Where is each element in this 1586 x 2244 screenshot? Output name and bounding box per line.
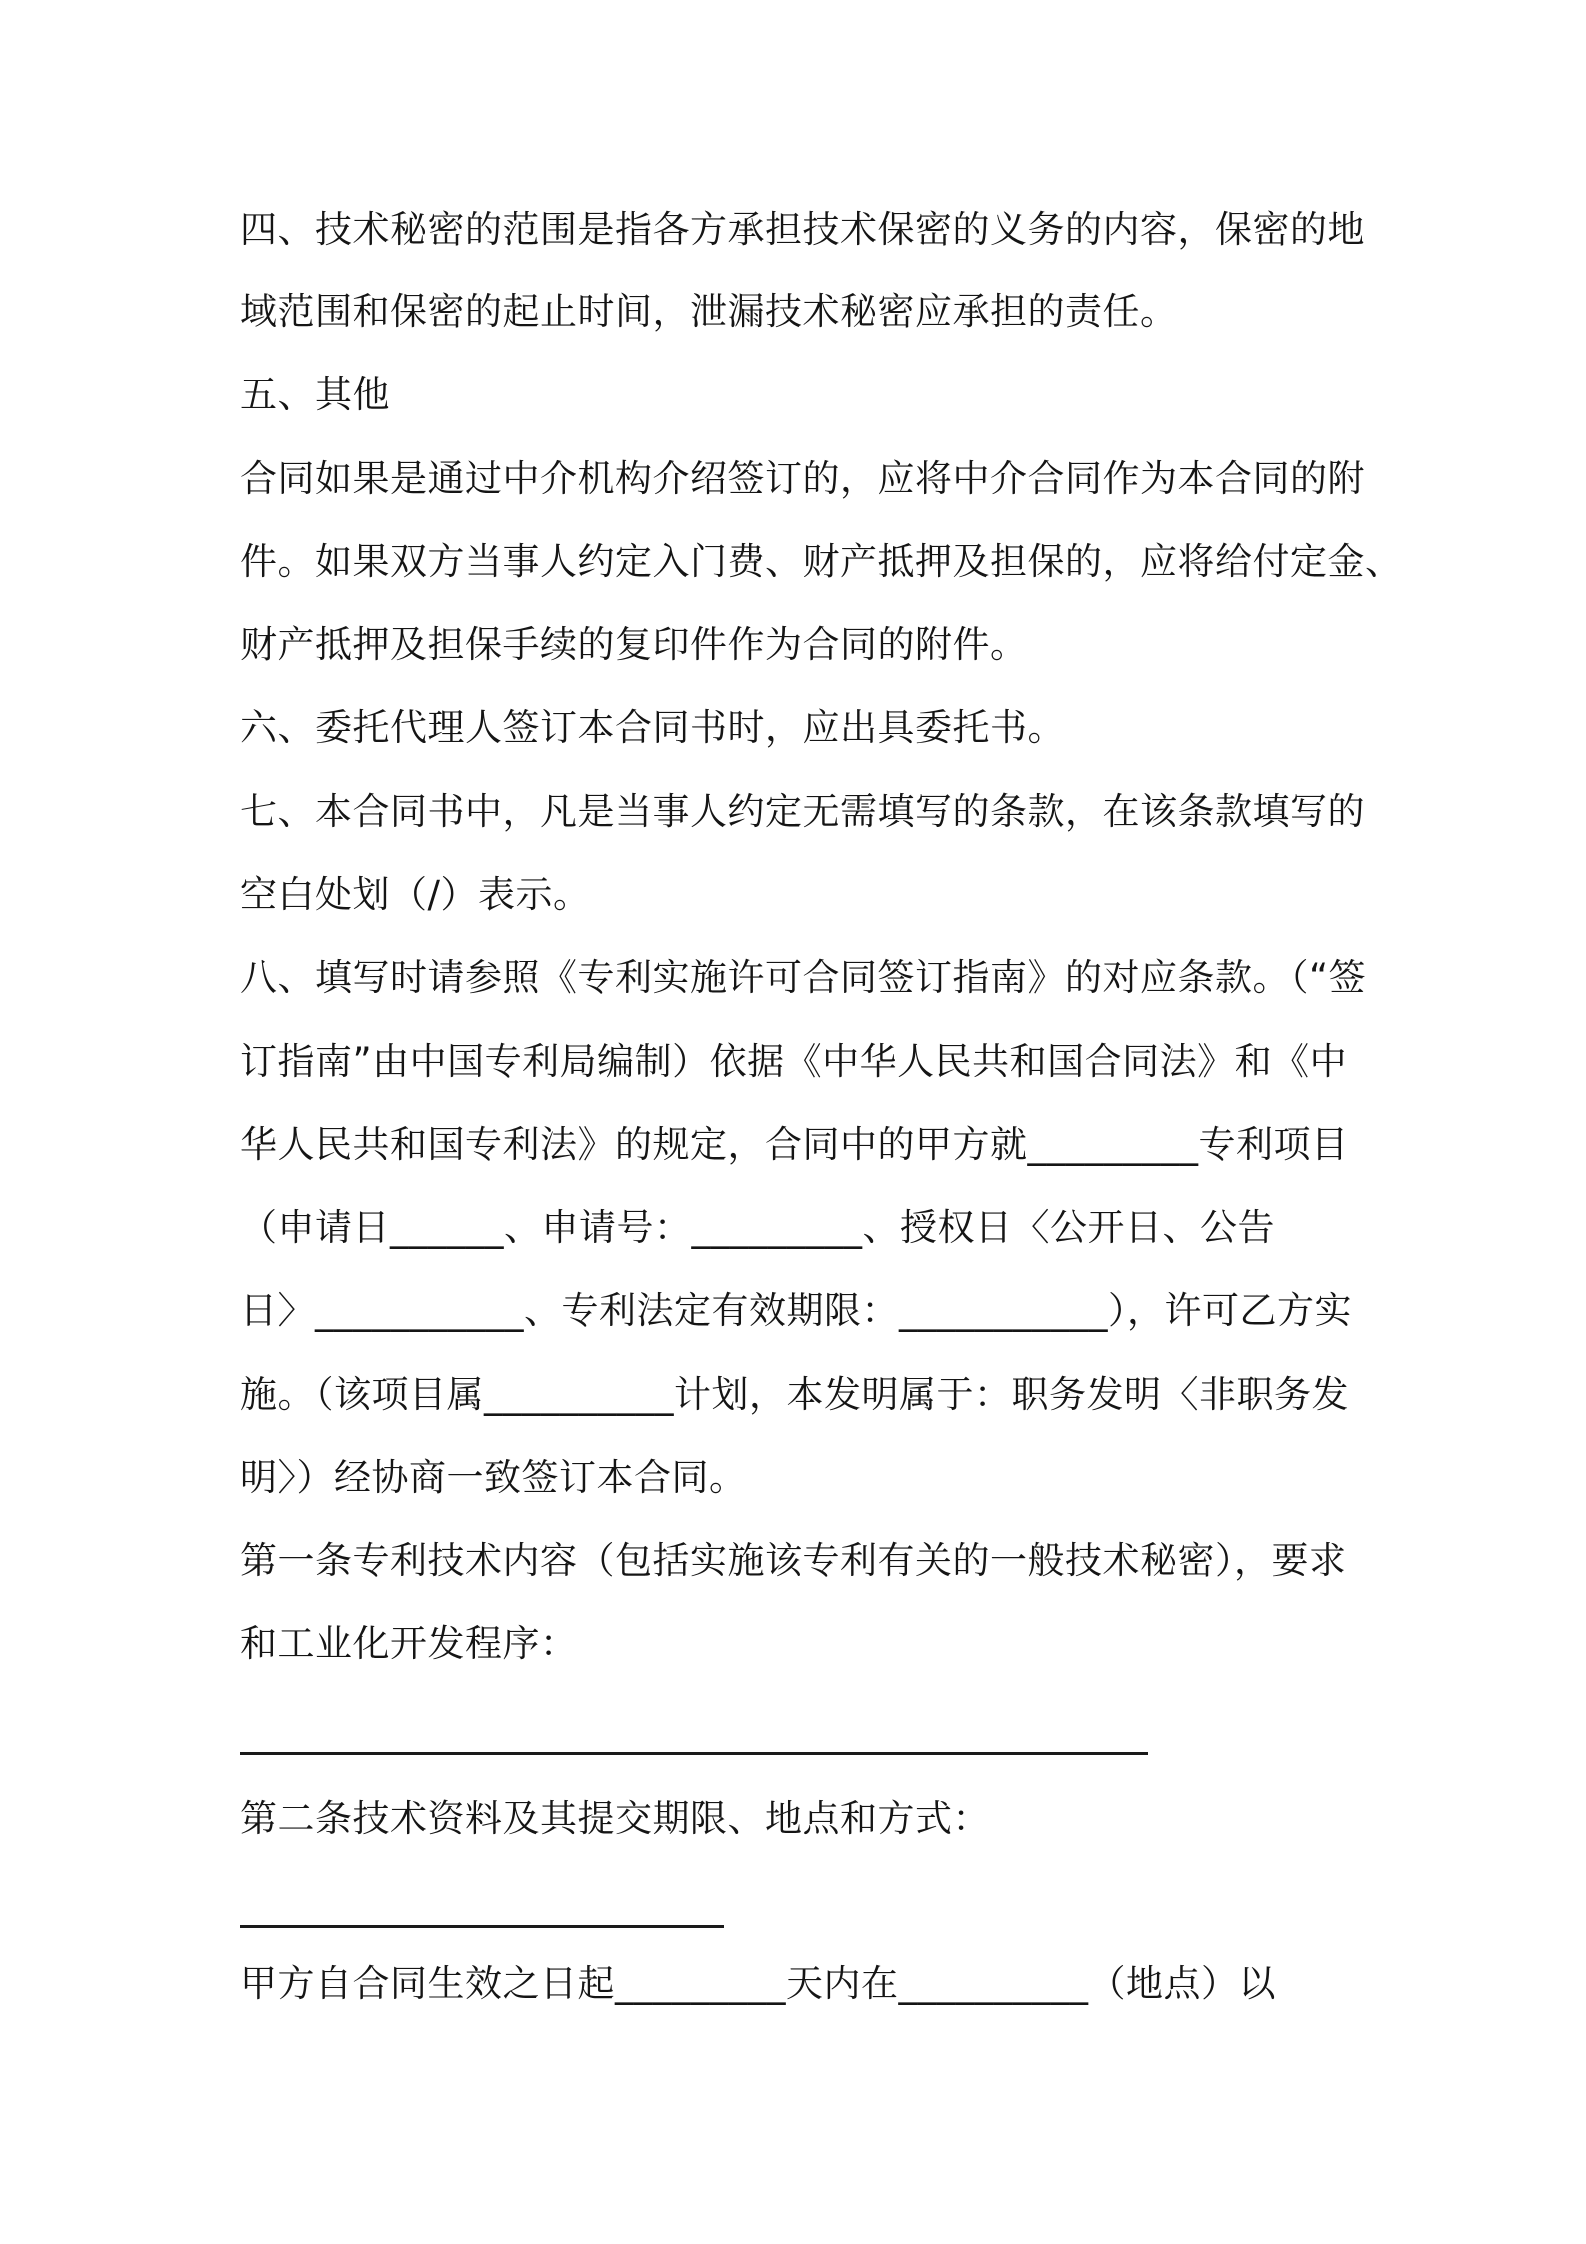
text-line: 和工业化开发程序： <box>240 1622 578 1665</box>
blank-fill-line <box>240 1925 724 1928</box>
text-line: （申请日______、申请号：_________、授权日〈公开日、公告 <box>240 1206 1275 1249</box>
text-line: 第二条技术资料及其提交期限、地点和方式： <box>240 1797 990 1840</box>
text-line: 施。（该项目属__________计划，本发明属于：职务发明〈非职务发 <box>240 1373 1349 1416</box>
text-line: 第一条专利技术内容（包括实施该专利有关的一般技术秘密），要求 <box>240 1539 1347 1582</box>
text-line: 六、委托代理人签订本合同书时，应出具委托书。 <box>240 706 1065 749</box>
text-line: 五、其他 <box>240 373 390 416</box>
text-line: 明〉）经协商一致签订本合同。 <box>240 1456 747 1499</box>
text-line: 财产抵押及担保手续的复印件作为合同的附件。 <box>240 623 1028 666</box>
text-line: 八、填写时请参照《专利实施许可合同签订指南》的对应条款。（“签 <box>240 956 1367 999</box>
text-line: 订指南”由中国专利局编制）依据《中华人民共和国合同法》和《中 <box>240 1040 1348 1083</box>
text-line: 四、技术秘密的范围是指各方承担技术保密的义务的内容，保密的地 <box>240 208 1365 251</box>
document-page <box>240 0 1403 2244</box>
text-line: 域范围和保密的起止时间，泄漏技术秘密应承担的责任。 <box>240 290 1178 333</box>
text-line: 华人民共和国专利法》的规定，合同中的甲方就_________专利项目 <box>240 1123 1349 1166</box>
text-line: 甲方自合同生效之日起_________天内在__________（地点）以 <box>240 1962 1276 2005</box>
text-line: 合同如果是通过中介机构介绍签订的，应将中介合同作为本合同的附 <box>240 457 1365 500</box>
text-line: 空白处划（/）表示。 <box>240 873 591 916</box>
text-line: 件。如果双方当事人约定入门费、财产抵押及担保的，应将给付定金、 <box>240 540 1403 583</box>
text-line: 日〉___________、专利法定有效期限：___________），许可乙方实 <box>240 1289 1352 1332</box>
blank-fill-line <box>240 1752 1148 1755</box>
text-line: 七、本合同书中，凡是当事人约定无需填写的条款，在该条款填写的 <box>240 790 1365 833</box>
